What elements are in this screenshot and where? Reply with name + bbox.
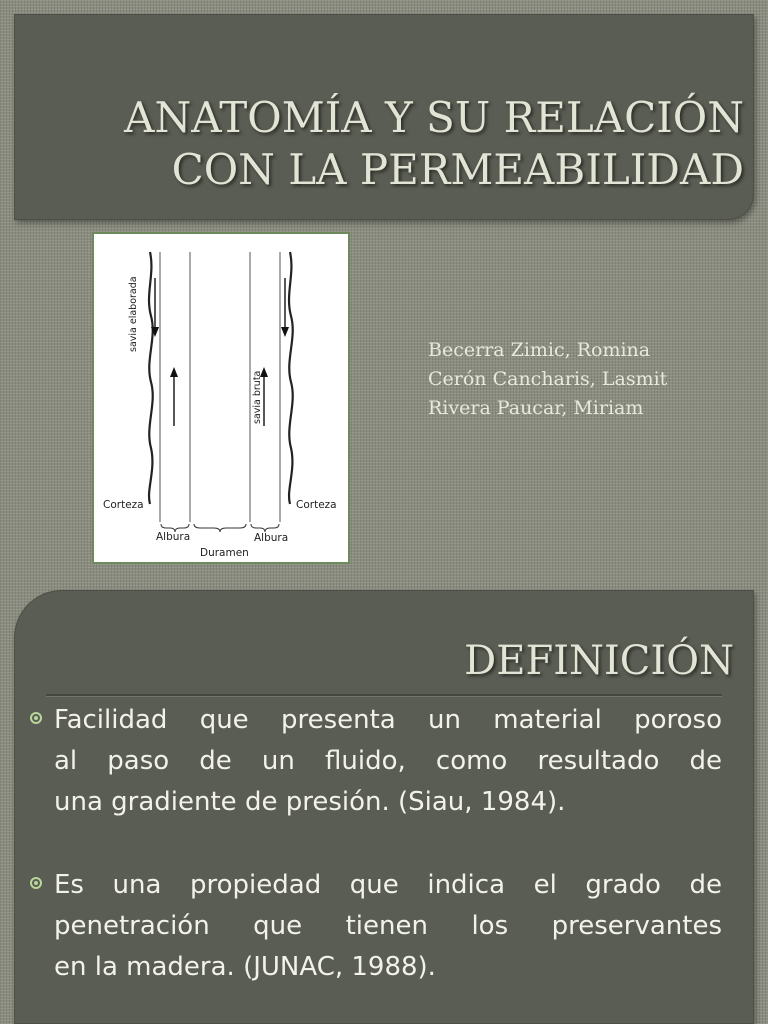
title-panel [14, 14, 754, 220]
bullet-text [30, 700, 722, 823]
label-duramen: Duramen [200, 547, 249, 559]
author-name: Cerón Cancharis, Lasmit [428, 368, 668, 390]
slide-title [44, 92, 744, 196]
bullet-line: en la madera. (JUNAC, 1988). [54, 952, 436, 982]
slide-title-line-1: ANATOMÍA Y SU RELACIÓN [124, 93, 744, 142]
bullet-line: una gradiente de presión. (Siau, 1984). [54, 787, 566, 817]
bullet-line: penetración que tienen los preservantes [54, 911, 722, 941]
bullet-line: Facilidad que presenta un material poroso [54, 705, 722, 735]
brace-duramen [194, 524, 246, 532]
up-arrow-left-icon [170, 367, 178, 426]
label-savia-bruta: savia bruta [252, 370, 263, 424]
bullet-circle-icon [30, 877, 42, 889]
down-arrow-right-icon [281, 278, 289, 337]
section-heading: DEFINICIÓN [464, 638, 734, 684]
author-list [428, 336, 758, 423]
author-name: Rivera Paucar, Miriam [428, 397, 644, 419]
wood-anatomy-diagram [94, 234, 348, 562]
bark-line-right [289, 252, 293, 504]
label-corteza-right: Corteza [296, 499, 337, 511]
label-albura-right: Albura [254, 532, 289, 544]
brace-albura-right [251, 524, 279, 532]
label-corteza-left: Corteza [103, 499, 144, 511]
bullet-text [30, 865, 722, 988]
bullet-item [30, 700, 722, 823]
bullet-circle-icon [30, 712, 42, 724]
label-albura-left: Albura [156, 531, 191, 543]
wood-anatomy-figure [92, 232, 350, 564]
bullet-item [30, 865, 722, 988]
bark-line-left [149, 252, 153, 504]
author-name: Becerra Zimic, Romina [428, 339, 651, 361]
heading-divider [46, 694, 722, 696]
down-arrow-left-icon [151, 278, 159, 337]
bullet-line: al paso de un fluido, como resultado de [54, 746, 722, 776]
bullet-line: Es una propiedad que indica el grado de [54, 870, 722, 900]
label-savia-elaborada: savia elaborada [128, 276, 139, 352]
slide-title-line-2: CON LA PERMEABILIDAD [171, 145, 744, 194]
